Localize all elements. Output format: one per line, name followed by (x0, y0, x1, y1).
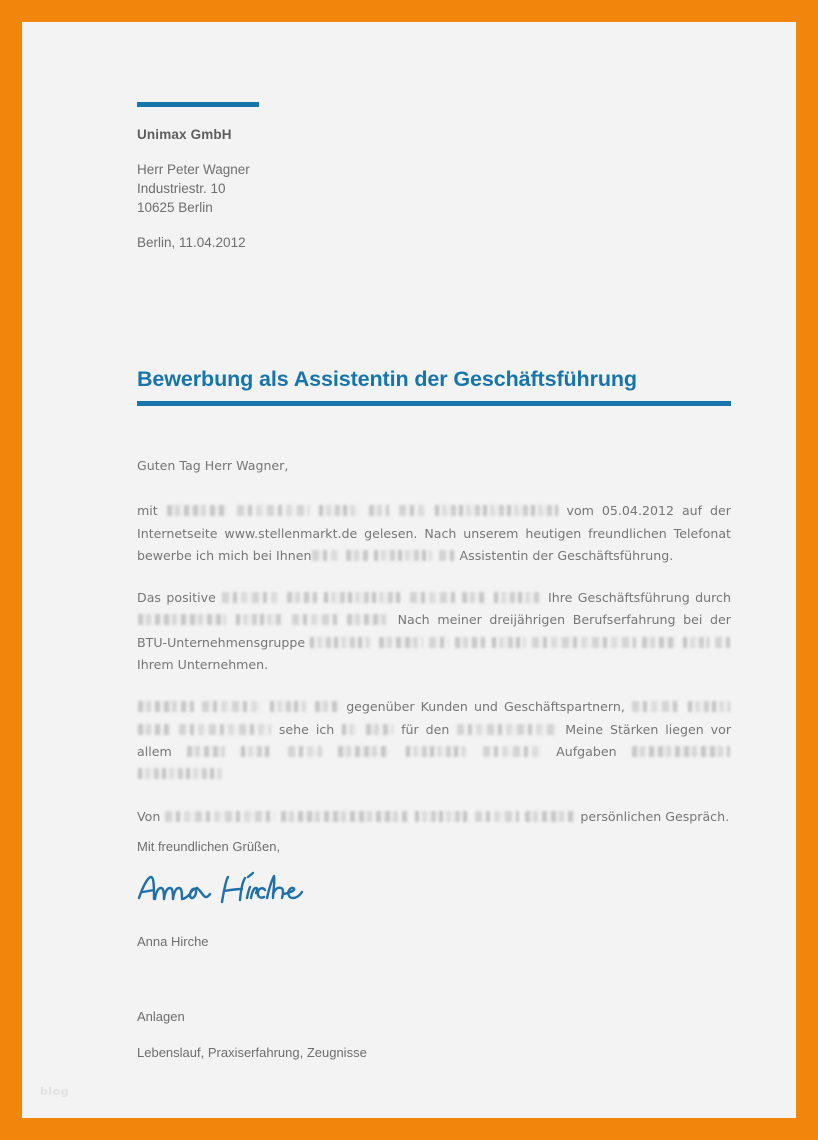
paragraph-3-text-b: sehe ich (278, 721, 335, 737)
redacted-text-block (532, 637, 636, 648)
redacted-text-block (494, 592, 542, 603)
headline-section (137, 365, 731, 406)
redacted-text-block (462, 592, 486, 603)
paragraph-2-text-d: Ihrem Unternehmen. (137, 657, 269, 673)
paragraph-4-text-a: Von (137, 808, 161, 824)
paragraph-3-text-e: Aufgaben (556, 743, 617, 759)
recipient-address-block (137, 125, 557, 252)
paragraph-2-text-a: Das positive (137, 590, 216, 606)
paragraph-2 (137, 587, 731, 676)
paragraph-1 (137, 500, 731, 567)
redacted-text-block (457, 724, 557, 735)
redacted-text-block (688, 701, 730, 712)
redacted-text-block (236, 614, 283, 625)
paragraph-3-text-a: gegenüber Kunden und Geschäftspartnern, (346, 699, 625, 715)
redacted-text-block (492, 637, 526, 648)
redacted-text-block (179, 724, 271, 735)
paragraph-2-text-c: Nach meiner dreijährigen Berufserfahrung bei der BTU-Unternehmensgruppe (137, 612, 731, 650)
attachments-title: Anlagen (137, 1009, 185, 1024)
watermark-label: blog (40, 1085, 70, 1098)
redacted-text-block (366, 724, 393, 735)
redacted-text-block (439, 550, 455, 561)
paragraph-3 (137, 696, 731, 785)
letter-body (137, 455, 731, 848)
paragraph-1-text-b: vom 05.04.2012 auf der Internetseite www.stellenmarkt.de gelesen. Nach unserem heutigen freundlichen Telefonat bewerbe ich mich bei Ihnen (137, 503, 731, 563)
redacted-text-block (475, 811, 519, 822)
top-accent-rule (137, 102, 259, 107)
recipient-street: Industriestr. 10 (137, 181, 226, 196)
signature-image (136, 868, 346, 916)
redacted-text-block (270, 701, 307, 712)
paragraph-4-text-b: persönlichen Gespräch. (580, 808, 730, 824)
redacted-text-block (138, 614, 226, 625)
redacted-text-block (315, 701, 339, 712)
redacted-text-block (632, 701, 680, 712)
attachments-section (137, 1007, 637, 1062)
redacted-text-block (319, 505, 359, 516)
redacted-text-block (312, 550, 340, 561)
paragraph-4 (137, 806, 731, 828)
signature-name: Anna Hirche (137, 934, 209, 949)
redacted-text-block (369, 505, 389, 516)
redacted-text-block (310, 637, 372, 648)
paragraph-3-text-d: Meine Stärken liegen vor allem (137, 721, 732, 759)
redacted-text-block (237, 505, 309, 516)
redacted-text-block (338, 746, 390, 757)
redacted-text-block (202, 701, 262, 712)
redacted-text-block (187, 746, 225, 757)
redacted-text-block (429, 637, 449, 648)
page-title: Bewerbung als Assistentin der Geschäftsführung (137, 367, 637, 391)
redacted-text-block (222, 592, 279, 603)
redacted-text-block (288, 746, 322, 757)
redacted-text-block (167, 505, 227, 516)
redacted-text-block (483, 746, 541, 757)
paragraph-1-text-c: Assistentin der Geschäftsführung. (459, 547, 674, 563)
redacted-text-block (399, 505, 425, 516)
redacted-text-block (346, 550, 368, 561)
redacted-text-block (138, 724, 170, 735)
attachments-list: Lebenslauf, Praxiserfahrung, Zeugnisse (137, 1045, 367, 1060)
redacted-text-block (138, 768, 222, 779)
redacted-text-block (379, 637, 423, 648)
redacted-text-block (415, 811, 469, 822)
redacted-text-block (374, 550, 432, 561)
redacted-text-block (281, 811, 409, 822)
date-line: Berlin, 11.04.2012 (137, 235, 246, 250)
recipient-company: Unimax GmbH (137, 127, 232, 142)
paragraph-1-text-a: mit (137, 503, 158, 519)
recipient-city: 10625 Berlin (137, 200, 213, 215)
headline-accent-rule (137, 401, 731, 406)
redacted-text-block (342, 724, 357, 735)
redacted-text-block (287, 592, 317, 603)
redacted-text-block (642, 637, 676, 648)
redacted-text-block (138, 701, 194, 712)
redacted-text-block (410, 592, 455, 603)
letter-sheet (22, 22, 796, 1118)
salutation: Guten Tag Herr Wagner, (137, 458, 289, 473)
redacted-text-block (632, 746, 730, 757)
redacted-text-block (292, 614, 337, 625)
redacted-text-block (525, 811, 575, 822)
redacted-text-block (683, 637, 709, 648)
redacted-text-block (715, 637, 730, 648)
redacted-text-block (435, 505, 558, 516)
paragraph-3-text-c: für den (401, 721, 450, 737)
recipient-contact-name: Herr Peter Wagner (137, 162, 250, 177)
redacted-text-block (455, 637, 485, 648)
paragraph-2-text-b: Ihre Geschäftsführung durch (548, 590, 731, 606)
redacted-text-block (165, 811, 275, 822)
closing-line: Mit freundlichen Grüßen, (137, 839, 281, 854)
redacted-text-block (347, 614, 389, 625)
redacted-text-block (241, 746, 271, 757)
redacted-text-block (324, 592, 402, 603)
redacted-text-block (406, 746, 466, 757)
